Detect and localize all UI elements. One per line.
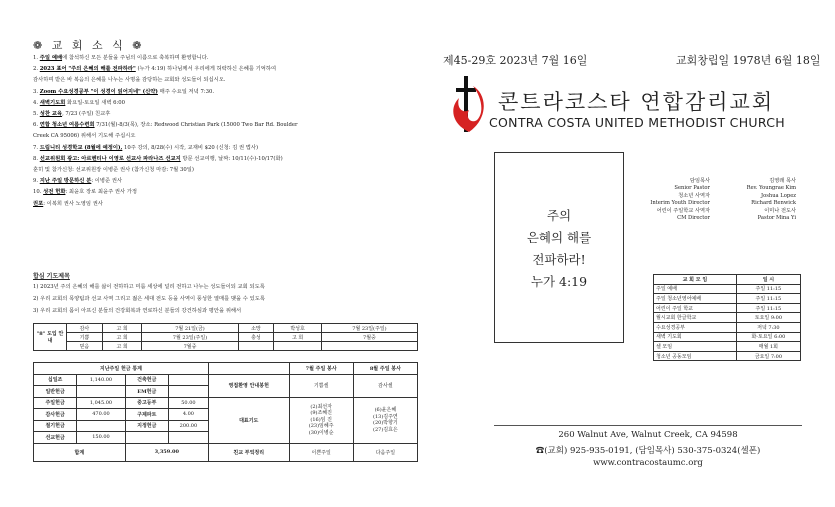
service-header-july: 7월 주일 봉사 (289, 363, 353, 375)
staff-title: CM Director (677, 215, 710, 222)
news-text: 7/31(월)-8/3(목), 장소: Redwood Christian Park (15000 Two Bar Rd. Boulder (94, 122, 298, 129)
worship-cell: 주일 11:15 (736, 303, 800, 313)
offering-cell: 4.00 (168, 409, 208, 421)
church-name-english: CONTRA COSTA UNITED METHODIST CHURCH (489, 115, 785, 130)
news-text: , 7/23 (주일) 친교후 (62, 111, 111, 118)
worship-cell: 주일 11:15 (736, 294, 800, 304)
fellowship-label: 친교 부엌정리 (208, 443, 289, 461)
duty-cell (274, 342, 322, 351)
staff-name: Joshua Lopez (761, 192, 796, 199)
news-text: (누가 4:19) 하나님께서 우리에게 허락하신 은혜를 기억하여 (135, 66, 277, 73)
news-item (33, 143, 413, 154)
news-item (33, 109, 413, 120)
worship-header: 교 회 모 임 (654, 275, 737, 285)
sermon-box (494, 152, 624, 343)
offering-cell: 건축헌금 (125, 374, 168, 386)
worship-cell: 주일 청소년영어예배 (654, 294, 737, 304)
news-item (33, 75, 413, 86)
duty-cell: 7월 23일(주일) (142, 333, 238, 342)
news-number: 8. (33, 155, 39, 162)
duty-cell: 고 희 (274, 333, 322, 342)
news-highlight: 드림니티 성경학교 (8월에 예정이), (39, 144, 123, 151)
offering-cell: 지정헌금 (125, 420, 168, 432)
staff-names (714, 178, 796, 222)
duty-cell: 고 희 (102, 324, 142, 333)
duty-table (33, 323, 418, 351)
news-number: 5. (33, 111, 39, 118)
news-item (33, 131, 413, 142)
worship-cell: 주일 예배 (654, 284, 737, 294)
offering-cell (168, 432, 208, 444)
news-text: 에 참석하신 모든 분들을 주님의 이름으로 축복하며 환영합니다. (62, 55, 209, 61)
staff-title: Senior Pastor (674, 185, 710, 192)
sermon-line: 은혜의 해를 (526, 230, 592, 245)
worship-cell: 수요성경공부 (654, 322, 737, 332)
news-highlight: 선교위원회 광고: 아르헨티나 이영로 선교사 파라나즈 선교지 (39, 155, 181, 162)
issue-date: 제45-29호 2023년 7월 16일 (443, 54, 588, 67)
news-item (33, 176, 413, 187)
news-item (33, 199, 413, 210)
offering-cell: 50.00 (168, 397, 208, 409)
worship-cell: 매월 1회 (736, 342, 800, 352)
staff-name: Pastor Mina Yi (757, 215, 796, 222)
news-text: : 이병준 권사 (91, 178, 123, 185)
service-august: 감사셀 (353, 374, 417, 397)
duty-cell: 고 희 (102, 342, 142, 351)
offering-cell (168, 374, 208, 386)
worship-cell: 저녁 7:30 (736, 322, 800, 332)
news-item (33, 187, 413, 198)
cross-and-flame-logo (447, 74, 487, 136)
worship-cell: 청소년 공동모임 (654, 351, 737, 361)
prayer-duty-august: (6)윤은혜 (13)김주연 (20)박향기 (27)김효은 (353, 397, 417, 443)
offering-cell: 150.00 (77, 432, 125, 444)
prayer-list (33, 281, 265, 317)
fellowship-august: 다음주일 (353, 443, 417, 461)
worship-cell: 셀 모임 (654, 342, 737, 352)
news-number: 4. (33, 99, 39, 106)
service-label: 영접환영 안내봉헌 (208, 374, 289, 397)
duty-label: "8" 도입 안내 (34, 324, 67, 351)
news-title: ❁ 교 회 소 식 ❁ (33, 39, 145, 52)
staff-name: 김영래 목사 (769, 178, 796, 184)
prayer-item: 1) 2023년 주의 은혜의 해를 삶이 전하하고 미룸 세상에 널리 전하고 나누는 성도들이되 교회 되도록 (33, 284, 265, 290)
prayer-duty-july: (2)최선자 (9)조혜진 (16)임 진 (23)임혜주 (30)이병순 (289, 397, 353, 443)
founding-date: 교회창립일 1978년 6월 18일 (676, 54, 821, 67)
news-number: 6. (33, 122, 39, 129)
divider (494, 425, 802, 426)
sermon-line: 전파하라! (532, 252, 586, 267)
worship-cell: 새벽 기도회 (654, 332, 737, 342)
offering-header: 지난주일 헌금 통계 (34, 363, 209, 375)
news-text: 감사하며 받은 바 복음의 은혜를 나누는 사명을 감당하는 교회와 성도들이 되십시오. (33, 77, 226, 84)
duty-cell: 감사 (67, 324, 103, 333)
staff-title: 청소년 사역자 (678, 192, 710, 199)
staff-name: 이미나 전도사 (764, 207, 796, 214)
staff-titles (628, 178, 710, 222)
worship-cell: 어린이 주일 학교 (654, 303, 737, 313)
news-highlight: 새벽기도회 (39, 99, 66, 106)
news-highlight: 성찬 교육 (39, 111, 63, 118)
news-item (33, 98, 413, 109)
news-highlight: 성전 헌화 (43, 189, 66, 196)
news-item (33, 64, 413, 75)
duty-cell: 믿음 (67, 342, 103, 351)
offering-cell: 470.00 (77, 409, 125, 421)
news-highlight: 2023 표어 "주의 은혜의 해를 전파하라" (39, 66, 136, 73)
news-number: 9. (33, 178, 39, 185)
news-text: 매주 수요일 저녁 7:30. (157, 88, 215, 95)
news-text: 화요일-토요일 새벽 6:00 (65, 99, 126, 106)
prayer-item: 3) 우리 교회의 몸이 아프신 분들의 건강회복과 연로하신 분들의 강건하심과 평안을 위해서 (33, 308, 242, 314)
news-text: : 이복희 권사 노영임 권사 (43, 200, 103, 207)
blank-header (208, 363, 289, 375)
sermon-line: 주의 (546, 208, 572, 223)
church-phone: ☎(교회) 925-935-0191, (담임목사) 530-375-0324(셀폰) (535, 446, 761, 456)
news-number: 2. (33, 66, 39, 73)
offering-cell (125, 432, 168, 444)
church-address: 260 Walnut Ave, Walnut Creek, CA 94598 (558, 430, 738, 440)
duty-cell: 고 희 (102, 333, 142, 342)
news-highlight: 주일 예배 (39, 55, 63, 61)
staff-name: Rev. Youngrae Kim (746, 185, 796, 192)
offering-cell: 십일조 (34, 374, 77, 386)
worship-cell: 금요일 7:00 (736, 351, 800, 361)
news-text: 10주 강의, 8/28(수) 시작, 교재비 $20 (신청: 김 권 법사) (122, 144, 259, 151)
staff-title: 어린이 주일학교 사역자 (656, 207, 710, 214)
news-text: 방문 선교여행, 날짜: 10/11(수)-10/17(화) (180, 155, 283, 162)
news-text: Creek CA 95006) 위해서 기도해 주십시오 (33, 133, 136, 140)
prayer-item: 2) 우리 교회의 목양팀과 선교 사역 그리고 젊은 세대 전도 등을 사역이 풍성한 열매를 맺을 수 있도록 (33, 296, 265, 302)
offering-cell: 절기헌금 (34, 420, 77, 432)
duty-cell (238, 342, 274, 351)
offering-cell: 감사헌금 (34, 409, 77, 421)
church-website[interactable]: www.contracostaumc.org (593, 458, 703, 468)
news-text: : 최윤호 장로 최윤주 권사 가정 (65, 189, 138, 196)
duty-cell (321, 342, 417, 351)
offering-cell: 구제파트 (125, 409, 168, 421)
prayer-duty-label: 대표기도 (208, 397, 289, 443)
worship-cell: 화-토요일 6:00 (736, 332, 800, 342)
news-highlight: 연합 청소년 여름수련회 (39, 122, 95, 129)
duty-cell: 7월 21일(금) (142, 324, 238, 333)
church-name-korean: 콘트라코스타 연합감리교회 (498, 90, 775, 114)
offering-total-label: 합계 (34, 443, 126, 461)
worship-schedule-table (653, 274, 801, 361)
duty-cell: 소망 (238, 324, 274, 333)
offering-cell: EM헌금 (125, 386, 168, 398)
offering-cell (77, 420, 125, 432)
offering-cell: 1,140.00 (77, 374, 125, 386)
service-header-august: 8월 주일 봉사 (353, 363, 417, 375)
offering-total: 3,359.00 (125, 443, 208, 461)
service-july: 기쁨셀 (289, 374, 353, 397)
offering-cell: 중고등부 (125, 397, 168, 409)
offering-cell: 1,045.00 (77, 397, 125, 409)
worship-cell: 월시교회 한글학교 (654, 313, 737, 323)
duty-cell: 기쁨 (67, 333, 103, 342)
news-number: 10. (33, 189, 42, 196)
duty-cell: 박성호 (274, 324, 322, 333)
staff-title: Interim Youth Director (650, 200, 710, 207)
news-item (33, 120, 413, 131)
prayer-title: 합심 기도제목 (33, 273, 70, 280)
news-list (33, 53, 413, 210)
offering-table (33, 362, 418, 462)
offering-cell: 200.00 (168, 420, 208, 432)
news-item (33, 154, 413, 165)
offering-cell: 주일헌금 (34, 397, 77, 409)
news-highlight: 권포 (33, 200, 44, 207)
news-number: 7. (33, 144, 39, 151)
news-item (33, 87, 413, 98)
worship-cell: 주일 11:15 (736, 284, 800, 294)
news-number: 3. (33, 88, 39, 95)
duty-cell: 7월중 (142, 342, 238, 351)
staff-name: Richard Renwick (751, 200, 796, 207)
news-highlight: Zoom 수요성경공부 "이 성경이 읽어지네" (신약) (39, 88, 158, 95)
worship-header: 일 시 (736, 275, 800, 285)
duty-cell: 7월중 (321, 333, 417, 342)
duty-cell: 7월 23일(주일) (321, 324, 417, 333)
duty-cell: 충성 (238, 333, 274, 342)
news-item (33, 165, 413, 176)
staff-title: 담임목사 (689, 178, 710, 184)
news-text: 훈히 및 참가신청: 선교위원장 이병준 권사 (참가신청 마감: 7월 30일) (33, 167, 194, 174)
sermon-scripture: 누가 4:19 (530, 274, 588, 289)
news-item (33, 53, 413, 64)
offering-cell: 일반헌금 (34, 386, 77, 398)
fellowship-july: 이쁜주일 (289, 443, 353, 461)
news-number: 1. (33, 55, 39, 61)
worship-cell: 토요일 9:00 (736, 313, 800, 323)
offering-cell: 선교헌금 (34, 432, 77, 444)
offering-cell (77, 386, 125, 398)
offering-cell (168, 386, 208, 398)
news-highlight: 지난 주일 방문하신 분 (39, 178, 92, 185)
